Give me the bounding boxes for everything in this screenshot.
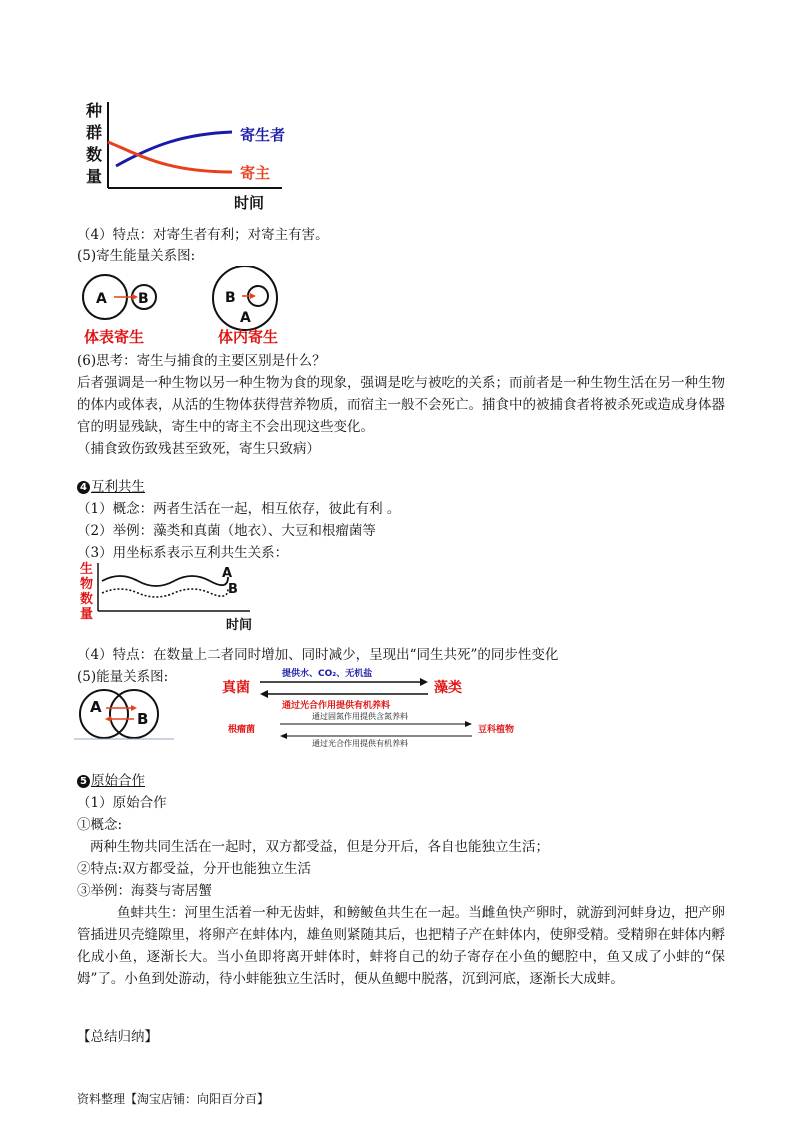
- chart2-ylabel-char: 量: [80, 607, 94, 622]
- external-parasitism-caption: 体表寄生: [84, 328, 145, 346]
- parasite-label: 寄生者: [240, 126, 286, 144]
- rhizobium-label: 根瘤菌: [228, 725, 256, 735]
- chart1-ylabel-char: 量: [86, 167, 103, 186]
- host-label-a-internal: A: [240, 310, 251, 326]
- chart1-ylabel-char: 种: [86, 101, 103, 120]
- protocooperation-feature: ②特点:双方都受益，分开也能独立生活: [77, 861, 312, 877]
- chart2-ylabel-char: 物: [80, 577, 94, 592]
- series-a-curve: [102, 576, 228, 586]
- protocooperation-heading: [77, 770, 145, 792]
- legume-label: 豆科植物: [478, 725, 515, 735]
- host-label: 寄主: [240, 164, 271, 182]
- mutualism-energy-circles: [74, 688, 174, 740]
- footer-text: 资料整理【淘宝店铺：向阳百分百】: [77, 1092, 270, 1106]
- section-number-4: 4: [77, 481, 90, 494]
- energy-arrowhead-b-to-a: [105, 716, 111, 722]
- parasite-label-b: B: [138, 291, 149, 307]
- organism-b-label: B: [137, 710, 149, 728]
- section-number-5: 5: [77, 775, 90, 788]
- series-a-label: A: [222, 566, 233, 581]
- chart2-ylabel-char: 数: [80, 592, 94, 607]
- series-b-label: B: [228, 582, 238, 597]
- organism-a-label: A: [90, 698, 102, 716]
- lichen-bottom-arrow-label: 通过光合作用提供有机养料: [282, 701, 391, 711]
- parasitism-think-answer: 后者强调是一种生物以另一种生物为食的现象，强调是吃与被吃的关系；而前者是一种生物生活在另一种生物的体内或体表，从活的生物体获得营养物质，而宿主一般不会死亡。捕食中的被捕食者将被杀死或造成身体器官的明显残缺，寄生中的寄主不会出现这些变化。: [77, 375, 725, 435]
- parasitism-energy-diagram: [80, 266, 300, 348]
- parasite-label-b-internal: B: [225, 290, 236, 306]
- chart2-xlabel: 时间: [226, 618, 253, 633]
- chart1-ylabel: [85, 101, 102, 186]
- lichen-top-arrowhead: [420, 678, 428, 686]
- chart1-xlabel: 时间: [234, 194, 265, 212]
- legume-bottom-arrowhead: [280, 733, 287, 739]
- mutualism-energy-title: (5)能量关系图:: [77, 669, 169, 685]
- series-b-curve: [102, 589, 228, 597]
- mutualism-concept: （1）概念：两者生活在一起，相互依存，彼此有利 。: [77, 501, 401, 517]
- protocooperation-sub: （1）原始合作: [77, 795, 167, 811]
- chart2-ylabel-char: 生: [80, 562, 94, 577]
- protocooperation-concept-text: 两种生物共同生活在一起时，双方都受益，但是分开后，各自也能独立生活；: [90, 839, 549, 855]
- legume-top-arrowhead: [465, 721, 472, 727]
- lichen-relation-diagram: [220, 664, 480, 714]
- fish-mussel-symbiosis-story: 鱼蚌共生：河里生活着一种无齿蚌，和鳑鲏鱼共生在一起。当雌鱼快产卵时，就游到河蚌身边，把产卵管插进贝壳缝隙里，将卵产在蚌体内，雄鱼则紧随其后，也把精子产在蚌体内，使卵受精。受精卵在蚌体内孵化成小鱼，逐渐长大。当小鱼即将离开蚌体时，蚌将自己的幼子寄存在小鱼的鳃腔中，鱼又成了小蚌的“保姆”了。小鱼到处游动，待小蚌能独立生活时，便从鱼鳃中脱落，沉到河底，逐渐长大成蚌。: [77, 905, 725, 987]
- algae-label: 藻类: [434, 680, 462, 696]
- protocooperation-concept-label: ①概念:: [77, 817, 123, 833]
- mutualism-title: 互利共生: [91, 479, 145, 495]
- organism-a-circle: [80, 690, 128, 738]
- chart1-ylabel-char: 群: [86, 123, 103, 142]
- parasitism-think-note: （捕食致伤致残甚至致死，寄生只致病）: [77, 441, 320, 457]
- summary-heading: 【总结归纳】: [77, 1029, 158, 1045]
- mutualism-feature: （4）特点：在数量上二者同时增加、同时减少，呈现出“同生共死”的同步性变化: [77, 647, 559, 663]
- protocooperation-example: ③举例：海葵与寄居蟹: [77, 883, 212, 899]
- mutualism-coord-title: （3）用坐标系表示互利共生关系：: [77, 545, 289, 561]
- mutualism-population-chart: [80, 561, 260, 639]
- parasitism-energy-title: (5)寄生能量关系图:: [77, 248, 196, 264]
- legume-relation-diagram: [220, 710, 520, 748]
- chart1-ylabel-char: 数: [86, 145, 103, 164]
- legume-top-arrow-label: 通过固氮作用提供含氮养料: [312, 712, 408, 721]
- host-label-a: A: [96, 291, 107, 307]
- fungus-label: 真菌: [222, 680, 250, 696]
- parasitism-think-question: (6)思考：寄生与捕食的主要区别是什么？: [77, 353, 326, 369]
- mutualism-example: （2）举例：藻类和真菌（地衣）、大豆和根瘤菌等: [77, 523, 376, 539]
- internal-parasitism-caption: 体内寄生: [218, 328, 279, 346]
- organism-b-circle: [110, 690, 158, 738]
- parasitism-feature: （4）特点：对寄生者有利；对寄主有害。: [77, 227, 329, 243]
- lichen-bottom-arrowhead: [260, 690, 268, 698]
- legume-bottom-arrow-label: 通过光合作用提供有机养料: [312, 739, 408, 748]
- mutualism-heading: [77, 476, 145, 498]
- energy-arrowhead-internal: [250, 293, 256, 299]
- parasitism-population-chart: [82, 96, 302, 216]
- parasite-curve: [116, 132, 232, 166]
- lichen-top-arrow-label: 提供水、CO₂、无机盐: [282, 669, 373, 679]
- host-curve: [108, 142, 232, 172]
- protocooperation-title: 原始合作: [91, 773, 145, 789]
